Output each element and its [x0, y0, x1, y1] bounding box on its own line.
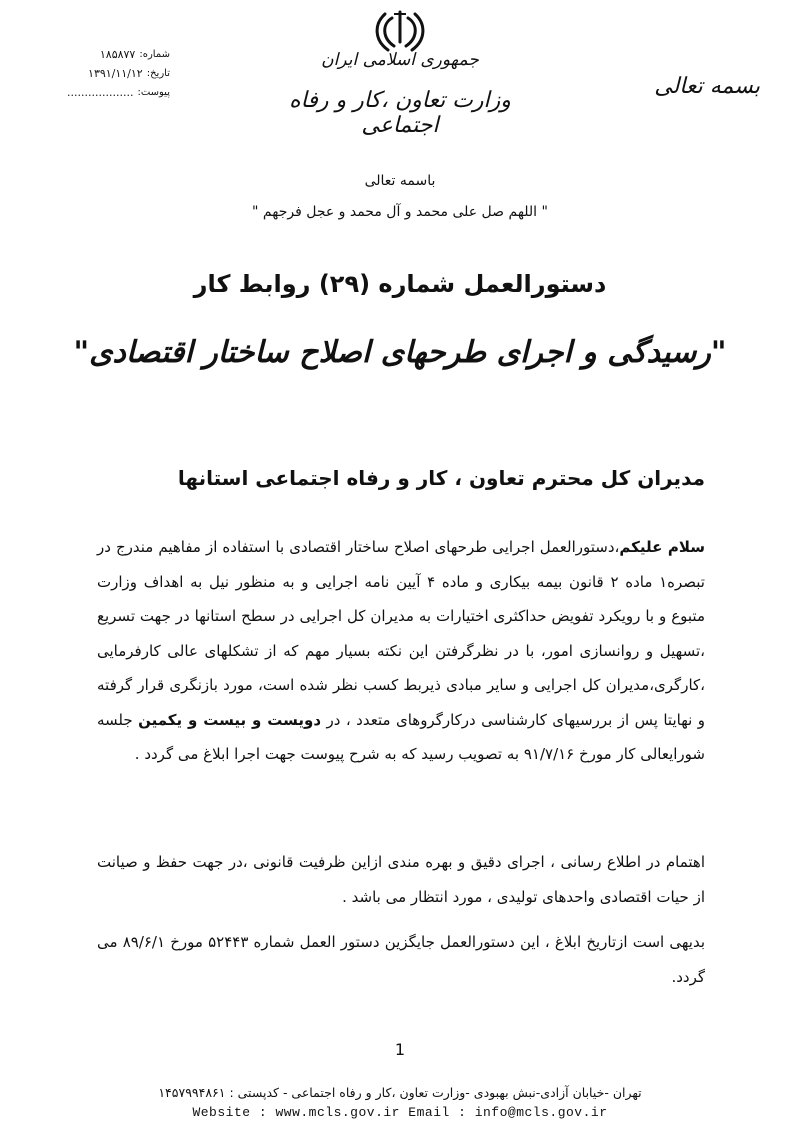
meta-date: [30, 64, 170, 83]
ministry-name: وزارت تعاون ،کار و رفاه اجتماعی: [289, 88, 511, 138]
footer-address: تهران -خیابان آزادی-نبش بهبودی -وزارت تعاون ،کار و رفاه اجتماعی - کدپستی : ۱۴۵۷۹۹۴۸۶۱: [158, 1085, 642, 1100]
attachment-label: پیوست:: [137, 87, 170, 98]
greeting: سلام علیکم: [619, 538, 706, 556]
session-emphasis: دویست و بیست و یکمین: [138, 710, 322, 729]
document-subtitle: "رسیدگی و اجرای طرحهای اصلاح ساختار اقتصادی": [73, 335, 727, 370]
meta-attachment: [30, 83, 170, 102]
date-label: تاریخ:: [146, 68, 170, 79]
salawat-line: " اللهم صل علی محمد و آل محمد و عجل فرجهم ": [252, 204, 548, 220]
footer-contact: Website : www.mcls.gov.ir Email : info@mcls.gov.ir: [192, 1105, 608, 1120]
paragraph-1-part-1: ،دستورالعمل اجرایی طرحهای اصلاح ساختار اقتصادی با استفاده از مفاهیم مندرج در تبصره۱ ماده ۲ قانون بیمه بیکاری و ماده ۴ آیین نامه اجرایی و به منظور نیل به اهداف وزارت متبوع و با رویکرد تفویض حداکثری اختیارات به مدیران کل اجرایی در سطح استانها در جهت تسریع ،تسهیل و روانسازی امور، با در نظرگرفتن این نکته بسیار مهم که از تشکلهای عالی کارفرمایی ،کارگری،مدیران کل اجرایی و سایر مبادی ذیربط کسب نظر شده است، مورد بازنگری قرار گرفته و نهایتا پس از بررسیهای کارشناسی درکارگروهای متعدد ، در: [97, 538, 705, 729]
header-bismillah: بسمه تعالی: [654, 74, 760, 99]
paragraph-1-part-2: جلسه شورایعالی کار مورخ ۹۱/۷/۱۶ به تصویب رسید که به شرح پیوست جهت اجرا ابلاغ می گردد .: [97, 710, 705, 763]
number-label: شماره:: [139, 49, 170, 60]
date-value: ۱۳۹۱/۱۱/۱۲: [88, 67, 143, 80]
iran-emblem-icon: [372, 8, 428, 52]
bismillah-line: باسمه تعالی: [364, 173, 436, 189]
paragraph-1: [97, 530, 705, 772]
paragraph-3: بدیهی است ازتاریخ ابلاغ ، این دستورالعمل جایگزین دستور العمل شماره ۵۲۴۴۳ مورخ ۸۹/۶/۱ می گردد.: [97, 933, 705, 986]
attachment-value: ...................: [67, 86, 134, 99]
meta-number: [30, 45, 170, 64]
letter-meta: [30, 45, 170, 102]
addressee: مدیران کل محترم تعاون ، کار و رفاه اجتماعی استانها: [177, 466, 705, 490]
number-value: ۱۸۵۸۷۷: [99, 48, 136, 61]
country-name: جمهوری اسلامی ایران: [321, 50, 479, 70]
document-title: دستورالعمل شماره (۲۹) روابط کار: [193, 270, 607, 298]
paragraph-2: اهتمام در اطلاع رسانی ، اجرای دقیق و بهره مندی ازاین ظرفیت قانونی ،در جهت حفظ و صیانت از حیات اقتصادی واحدهای تولیدی ، مورد انتظار می باشد .: [97, 853, 705, 906]
page-number: 1: [394, 1040, 406, 1059]
